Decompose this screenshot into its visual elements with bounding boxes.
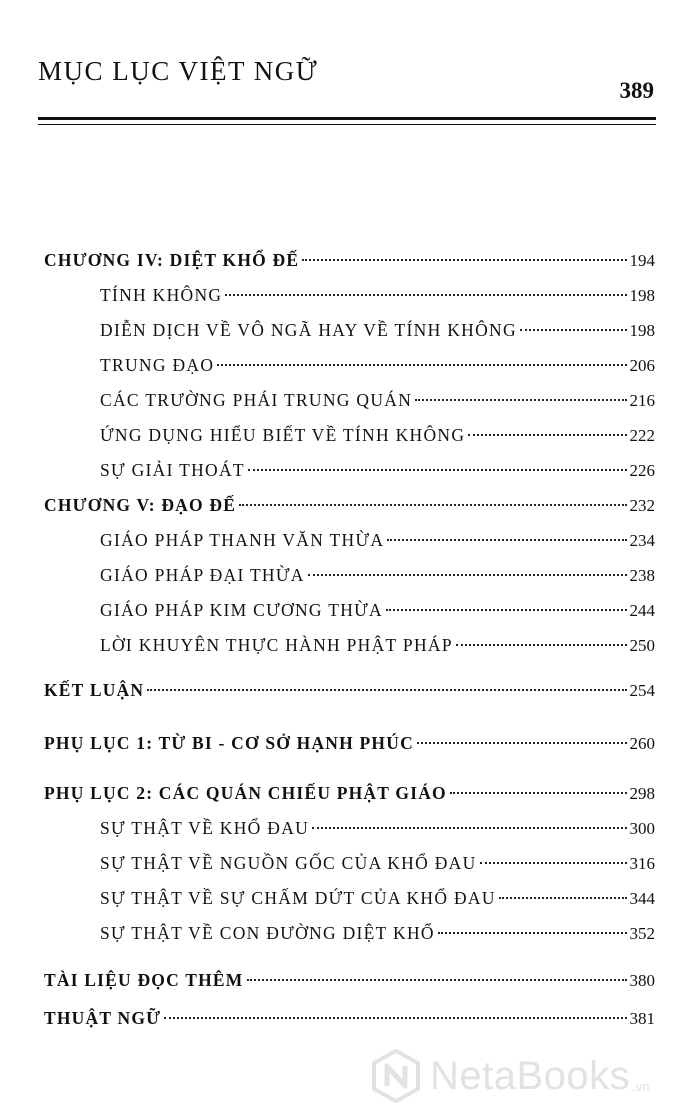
toc-entry-page: 216 [629, 391, 655, 410]
toc-entry-page: 198 [629, 286, 655, 305]
toc-leader-dots [417, 742, 627, 744]
toc-entry-label: TÀI LIỆU ĐỌC THÊM [44, 970, 244, 990]
toc-chapter-entry [44, 250, 655, 282]
toc-entry-label: KẾT LUẬN [44, 680, 145, 700]
toc-chapter-entry [44, 495, 655, 527]
toc-section-entry [100, 565, 655, 597]
toc-entry-page: 254 [629, 681, 655, 700]
toc-entry-label: SỰ THẬT VỀ SỰ CHẤM DỨT CỦA KHỔ ĐAU [100, 888, 496, 908]
toc-entry-page: 381 [629, 1009, 655, 1028]
toc-section-entry [100, 320, 655, 352]
toc-leader-dots [468, 434, 626, 436]
toc-section-entry [100, 530, 655, 562]
toc-leader-dots [312, 827, 626, 829]
toc-entry-page: 244 [629, 601, 655, 620]
toc-leader-dots [147, 689, 626, 691]
toc-chapter-entry [44, 733, 655, 765]
toc-entry-label: TÍNH KHÔNG [100, 285, 223, 305]
page-header [38, 52, 656, 112]
toc-chapter-entry [44, 970, 655, 1002]
toc-entry-page: 352 [629, 924, 655, 943]
toc-leader-dots [302, 259, 626, 261]
toc-leader-dots [520, 329, 627, 331]
toc-leader-dots [247, 979, 627, 981]
toc-entry-page: 198 [629, 321, 655, 340]
toc-entry-label: GIÁO PHÁP THANH VĂN THỪA [100, 530, 385, 550]
watermark-suffix: .vn [632, 1079, 650, 1094]
toc-entry-label: GIÁO PHÁP KIM CƯƠNG THỪA [100, 600, 383, 620]
toc-entry-label: ỨNG DỤNG HIỂU BIẾT VỀ TÍNH KHÔNG [100, 425, 466, 445]
toc-entry-page: 260 [629, 734, 655, 753]
toc-leader-dots [456, 644, 627, 646]
toc-section-entry [100, 425, 655, 457]
toc-entry-label: SỰ THẬT VỀ CON ĐƯỜNG DIỆT KHỔ [100, 923, 435, 943]
toc-section-entry [100, 853, 655, 885]
toc-leader-dots [225, 294, 626, 296]
page-title: MỤC LỤC VIỆT NGỮ [38, 56, 319, 86]
page-number: 389 [619, 78, 654, 103]
toc-entry-label: PHỤ LỤC 1: TỪ BI - CƠ SỞ HẠNH PHÚC [44, 733, 414, 753]
toc-section-entry [100, 600, 655, 632]
toc-entry-label: GIÁO PHÁP ĐẠI THỪA [100, 565, 305, 585]
toc-leader-dots [450, 792, 627, 794]
toc-entry-page: 300 [629, 819, 655, 838]
toc-entry-label: TRUNG ĐẠO [100, 355, 215, 375]
toc-entry-page: 222 [629, 426, 655, 445]
toc-leader-dots [239, 504, 626, 506]
toc-leader-dots [499, 897, 627, 899]
toc-entry-label: DIỄN DỊCH VỀ VÔ NGÃ HAY VỀ TÍNH KHÔNG [100, 320, 517, 340]
toc-entry-label: SỰ THẬT VỀ NGUỒN GỐC CỦA KHỔ ĐAU [100, 853, 477, 873]
header-rule-thin [38, 124, 656, 125]
toc-entry-page: 380 [629, 971, 655, 990]
toc-section-entry [100, 923, 655, 955]
toc-entry-page: 298 [629, 784, 655, 803]
header-rule-thick [38, 117, 656, 120]
toc-section-entry [100, 818, 655, 850]
toc-chapter-entry [44, 680, 655, 712]
toc-entry-page: 194 [629, 251, 655, 270]
toc-entry-page: 316 [629, 854, 655, 873]
toc-leader-dots [217, 364, 626, 366]
toc-entry-page: 238 [629, 566, 655, 585]
toc-chapter-entry [44, 783, 655, 815]
toc-entry-page: 206 [629, 356, 655, 375]
toc-section-entry [100, 635, 655, 667]
toc-entry-page: 250 [629, 636, 655, 655]
watermark [368, 1046, 698, 1106]
toc-section-entry [100, 460, 655, 492]
toc-entry-label: THUẬT NGỮ [44, 1008, 162, 1028]
toc-entry-label: SỰ THẬT VỀ KHỔ ĐAU [100, 818, 310, 838]
toc-leader-dots [387, 539, 626, 541]
toc-chapter-entry [44, 1008, 655, 1040]
toc-leader-dots [386, 609, 627, 611]
toc-entry-page: 232 [629, 496, 655, 515]
watermark-text: NetaBooks [430, 1053, 631, 1098]
toc-leader-dots [480, 862, 627, 864]
toc-section-entry [100, 355, 655, 387]
toc-leader-dots [164, 1017, 626, 1019]
toc-section-entry [100, 888, 655, 920]
toc-section-entry [100, 390, 655, 422]
toc-entry-label: SỰ GIẢI THOÁT [100, 460, 245, 480]
toc-entry-page: 344 [629, 889, 655, 908]
toc-section-entry [100, 285, 655, 317]
toc-leader-dots [415, 399, 626, 401]
toc-entry-label: LỜI KHUYÊN THỰC HÀNH PHẬT PHÁP [100, 635, 453, 655]
toc-leader-dots [438, 932, 627, 934]
toc-leader-dots [308, 574, 627, 576]
toc-entry-label: PHỤ LỤC 2: CÁC QUÁN CHIẾU PHẬT GIÁO [44, 783, 447, 803]
toc-entry-label: CHƯƠNG IV: DIỆT KHỔ ĐẾ [44, 250, 300, 270]
toc-entry-page: 226 [629, 461, 655, 480]
toc-entry-label: CHƯƠNG V: ĐẠO ĐẾ [44, 495, 237, 515]
toc-entry-label: CÁC TRƯỜNG PHÁI TRUNG QUÁN [100, 390, 413, 410]
toc-entry-page: 234 [629, 531, 655, 550]
toc-leader-dots [248, 469, 627, 471]
netabooks-logo-icon [368, 1048, 424, 1104]
